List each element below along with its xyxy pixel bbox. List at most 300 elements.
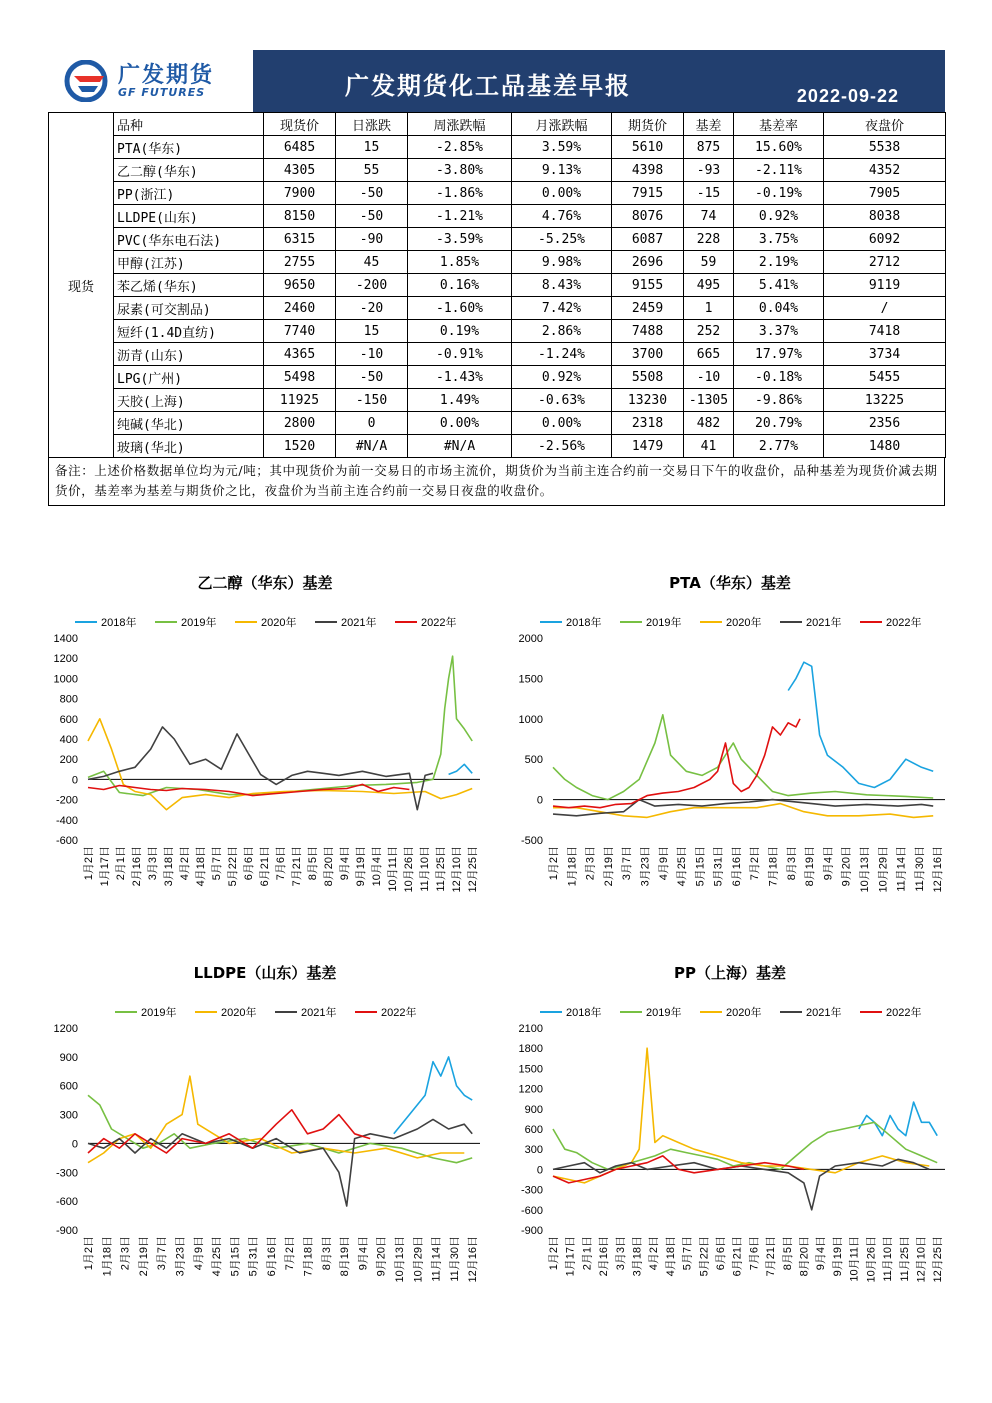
basis-table-section xyxy=(48,112,945,506)
table-cell: 1479 xyxy=(612,435,684,458)
table-cell: 0.04% xyxy=(734,297,824,320)
x-tick-label: 7月21日 xyxy=(765,1236,778,1277)
legend-item xyxy=(195,1005,256,1019)
series-line-2019年 xyxy=(88,1095,472,1162)
table-cell: 8076 xyxy=(612,205,684,228)
table-cell: 5508 xyxy=(612,366,684,389)
table-cell: 5498 xyxy=(264,366,336,389)
table-cell: -1.24% xyxy=(512,343,612,366)
legend-label: 2018年 xyxy=(566,617,602,629)
legend-item xyxy=(75,615,136,629)
y-tick-label: 0 xyxy=(536,794,543,807)
legend-item xyxy=(700,1005,761,1019)
table-cell: 2755 xyxy=(264,251,336,274)
x-tick-label: 6月21日 xyxy=(731,1236,744,1277)
product-name-cell: 尿素(可交割品) xyxy=(114,297,264,320)
x-tick-label: 9月19日 xyxy=(355,846,368,887)
y-tick-label: 1000 xyxy=(53,673,78,686)
x-tick-label: 9月20日 xyxy=(375,1236,388,1277)
y-tick-label: 600 xyxy=(59,1080,78,1093)
legend-label: 2022年 xyxy=(886,617,922,629)
series-line-2019年 xyxy=(88,656,472,795)
x-tick-label: 8月3日 xyxy=(785,846,798,881)
table-cell: 6315 xyxy=(264,228,336,251)
table-cell: -2.11% xyxy=(734,159,824,182)
basis-table xyxy=(48,112,946,458)
table-cell: -90 xyxy=(336,228,408,251)
table-cell: 41 xyxy=(684,435,734,458)
table-cell: 228 xyxy=(684,228,734,251)
table-cell: 7488 xyxy=(612,320,684,343)
legend-item xyxy=(235,615,296,629)
table-row xyxy=(49,228,946,251)
table-cell: 4.76% xyxy=(512,205,612,228)
table-cell: 1 xyxy=(684,297,734,320)
x-tick-label: 1月17日 xyxy=(99,846,112,887)
table-cell: 7.42% xyxy=(512,297,612,320)
legend-item xyxy=(860,1005,921,1019)
x-tick-label: 2月16日 xyxy=(131,846,144,887)
table-cell: 3.37% xyxy=(734,320,824,343)
table-cell: / xyxy=(824,297,946,320)
table-cell: 2356 xyxy=(824,412,946,435)
legend-label: 2021年 xyxy=(806,1007,842,1019)
table-cell: 15 xyxy=(336,320,408,343)
legend-label: 2019年 xyxy=(646,617,682,629)
x-tick-label: 11月14日 xyxy=(895,846,908,892)
table-cell: 9.98% xyxy=(512,251,612,274)
table-cell: 7418 xyxy=(824,320,946,343)
x-tick-label: 6月6日 xyxy=(243,846,256,881)
series-line-2018年 xyxy=(788,662,933,787)
table-cell: 5.41% xyxy=(734,274,824,297)
table-row xyxy=(49,205,946,228)
column-header: 品种 xyxy=(114,113,264,136)
product-name-cell: 甲醇(江苏) xyxy=(114,251,264,274)
x-tick-label: 5月31日 xyxy=(712,846,725,887)
table-cell: 15.60% xyxy=(734,136,824,159)
x-tick-label: 7月18日 xyxy=(767,846,780,887)
table-cell: -0.63% xyxy=(512,389,612,412)
x-tick-label: 1月17日 xyxy=(564,1236,577,1277)
y-tick-label: 1000 xyxy=(518,713,543,726)
x-tick-label: 3月3日 xyxy=(147,846,160,881)
x-tick-label: 10月26日 xyxy=(403,846,416,893)
x-tick-label: 3月23日 xyxy=(639,846,652,887)
chart-svg xyxy=(40,960,490,1300)
x-tick-label: 8月20日 xyxy=(323,846,336,887)
table-cell: 7915 xyxy=(612,182,684,205)
legend-label: 2021年 xyxy=(341,617,377,629)
x-tick-label: 8月3日 xyxy=(320,1236,333,1271)
y-tick-label: -600 xyxy=(55,1196,78,1209)
table-row xyxy=(49,412,946,435)
table-cell: 6092 xyxy=(824,228,946,251)
x-tick-label: 7月6日 xyxy=(748,1236,761,1271)
table-cell: 4305 xyxy=(264,159,336,182)
legend-label: 2022年 xyxy=(886,1007,922,1019)
table-cell: 495 xyxy=(684,274,734,297)
x-tick-label: 4月18日 xyxy=(195,846,208,887)
y-tick-label: 2000 xyxy=(518,633,543,645)
x-tick-label: 4月25日 xyxy=(211,1236,224,1277)
table-cell: 9155 xyxy=(612,274,684,297)
y-tick-label: 1200 xyxy=(53,653,78,666)
table-cell: 45 xyxy=(336,251,408,274)
y-tick-label: 300 xyxy=(59,1109,78,1122)
product-name-cell: PVC(华东电石法) xyxy=(114,228,264,251)
table-row xyxy=(49,136,946,159)
y-tick-label: 800 xyxy=(59,693,78,706)
x-tick-label: 10月29日 xyxy=(412,1236,425,1283)
x-tick-label: 5月15日 xyxy=(229,1236,242,1277)
table-cell: 59 xyxy=(684,251,734,274)
legend-item xyxy=(780,1005,841,1019)
table-cell: 9.13% xyxy=(512,159,612,182)
series-line-2018年 xyxy=(859,1102,937,1136)
table-cell: 2.77% xyxy=(734,435,824,458)
table-cell: -50 xyxy=(336,182,408,205)
table-cell: 7905 xyxy=(824,182,946,205)
legend-item xyxy=(700,615,761,629)
report-title: 广发期货化工品基差早报 xyxy=(345,71,631,100)
table-cell: -200 xyxy=(336,274,408,297)
column-header: 期货价 xyxy=(612,113,684,136)
x-tick-label: 1月2日 xyxy=(548,1236,560,1271)
table-cell: 1520 xyxy=(264,435,336,458)
x-tick-label: 11月30日 xyxy=(448,1236,461,1282)
table-cell: 55 xyxy=(336,159,408,182)
legend-label: 2019年 xyxy=(181,617,217,629)
table-cell: -0.91% xyxy=(408,343,512,366)
product-name-cell: 沥青(山东) xyxy=(114,343,264,366)
table-cell: 7740 xyxy=(264,320,336,343)
y-tick-label: -200 xyxy=(55,794,78,807)
table-cell: 13225 xyxy=(824,389,946,412)
table-cell: 3.75% xyxy=(734,228,824,251)
table-cell: 4352 xyxy=(824,159,946,182)
series-line-2019年 xyxy=(553,1122,937,1169)
table-cell: 6087 xyxy=(612,228,684,251)
x-tick-label: 2月1日 xyxy=(581,1236,594,1271)
table-cell: 2460 xyxy=(264,297,336,320)
table-cell: 0.00% xyxy=(512,182,612,205)
table-cell: 8.43% xyxy=(512,274,612,297)
x-tick-label: 8月19日 xyxy=(804,846,817,887)
table-row xyxy=(49,435,946,458)
title-banner xyxy=(253,50,945,112)
x-tick-label: 4月9日 xyxy=(192,1236,205,1271)
table-cell: 3.59% xyxy=(512,136,612,159)
table-cell: 11925 xyxy=(264,389,336,412)
y-tick-label: 1800 xyxy=(518,1043,543,1056)
logo-cn-text: 广发期货 xyxy=(118,63,215,88)
x-tick-label: 5月22日 xyxy=(698,1236,711,1277)
table-cell: 1.49% xyxy=(408,389,512,412)
x-tick-label: 12月10日 xyxy=(451,846,464,893)
chart-title: 乙二醇（华东）基差 xyxy=(197,574,333,592)
table-cell: 2.86% xyxy=(512,320,612,343)
table-cell: 3700 xyxy=(612,343,684,366)
table-row xyxy=(49,274,946,297)
x-tick-label: 2月19日 xyxy=(137,1236,150,1277)
y-tick-label: -300 xyxy=(520,1184,543,1197)
x-tick-label: 12月25日 xyxy=(467,846,480,893)
table-cell: -3.59% xyxy=(408,228,512,251)
table-row xyxy=(49,343,946,366)
x-tick-label: 8月5日 xyxy=(781,1236,794,1271)
x-tick-label: 8月20日 xyxy=(798,1236,811,1277)
legend-item xyxy=(860,615,921,629)
table-cell: 0.16% xyxy=(408,274,512,297)
legend-label: 2020年 xyxy=(726,617,762,629)
series-line-2021年 xyxy=(88,1119,472,1206)
table-cell: -0.19% xyxy=(734,182,824,205)
y-tick-label: 1500 xyxy=(518,673,543,686)
meg-basis-chart xyxy=(40,570,490,910)
x-tick-label: 12月25日 xyxy=(932,1236,945,1283)
table-row xyxy=(49,297,946,320)
y-tick-label: 600 xyxy=(59,713,78,726)
product-name-cell: 纯碱(华北) xyxy=(114,412,264,435)
x-tick-label: 11月14日 xyxy=(430,1236,443,1282)
y-tick-label: -600 xyxy=(520,1204,543,1217)
x-tick-label: 9月4日 xyxy=(815,1236,828,1271)
x-tick-label: 5月31日 xyxy=(247,1236,260,1277)
legend-item xyxy=(355,1005,416,1019)
table-cell: #N/A xyxy=(336,435,408,458)
legend-label: 2022年 xyxy=(421,617,457,629)
x-tick-label: 11月30日 xyxy=(913,846,926,892)
column-header: 日涨跌 xyxy=(336,113,408,136)
y-tick-label: 500 xyxy=(524,754,543,767)
product-name-cell: LPG(广州) xyxy=(114,366,264,389)
series-line-2021年 xyxy=(88,727,433,810)
table-cell: 74 xyxy=(684,205,734,228)
product-name-cell: 苯乙烯(华东) xyxy=(114,274,264,297)
x-tick-label: 2月3日 xyxy=(119,1236,132,1271)
table-cell: -1.43% xyxy=(408,366,512,389)
product-name-cell: 天胶(上海) xyxy=(114,389,264,412)
series-line-2020年 xyxy=(553,1048,929,1183)
x-tick-label: 4月18日 xyxy=(664,1236,677,1277)
table-cell: 2.19% xyxy=(734,251,824,274)
table-cell: 1480 xyxy=(824,435,946,458)
product-name-cell: PP(浙江) xyxy=(114,182,264,205)
x-tick-label: 10月11日 xyxy=(387,846,400,892)
chart-svg xyxy=(505,570,955,910)
table-cell: 7900 xyxy=(264,182,336,205)
table-row xyxy=(49,182,946,205)
y-tick-label: 2100 xyxy=(518,1023,543,1035)
column-header: 月涨跌幅 xyxy=(512,113,612,136)
x-tick-label: 3月18日 xyxy=(631,1236,644,1277)
series-line-2022年 xyxy=(88,1110,370,1153)
x-tick-label: 3月23日 xyxy=(174,1236,187,1277)
table-cell: 2712 xyxy=(824,251,946,274)
table-cell: 17.97% xyxy=(734,343,824,366)
y-tick-label: -300 xyxy=(55,1167,78,1180)
x-tick-label: 3月7日 xyxy=(621,846,634,881)
x-tick-label: 5月15日 xyxy=(694,846,707,887)
y-tick-label: 900 xyxy=(524,1103,543,1116)
legend-label: 2020年 xyxy=(261,617,297,629)
legend-item xyxy=(115,1005,176,1019)
legend-item xyxy=(275,1005,336,1019)
x-tick-label: 12月16日 xyxy=(467,1236,480,1283)
x-tick-label: 12月16日 xyxy=(932,846,945,893)
y-tick-label: -400 xyxy=(55,814,78,827)
table-cell: 665 xyxy=(684,343,734,366)
table-row xyxy=(49,159,946,182)
series-line-2021年 xyxy=(553,1159,929,1210)
table-cell: -3.80% xyxy=(408,159,512,182)
table-cell: -150 xyxy=(336,389,408,412)
y-tick-label: 0 xyxy=(71,774,78,787)
column-header: 基差 xyxy=(684,113,734,136)
legend-label: 2018年 xyxy=(101,617,137,629)
y-tick-label: 600 xyxy=(524,1124,543,1136)
x-tick-label: 7月2日 xyxy=(284,1236,297,1271)
product-name-cell: LLDPE(山东) xyxy=(114,205,264,228)
table-cell: -93 xyxy=(684,159,734,182)
x-tick-label: 1月18日 xyxy=(101,1236,114,1277)
x-tick-label: 1月18日 xyxy=(566,846,579,887)
table-cell: -20 xyxy=(336,297,408,320)
legend-label: 2019年 xyxy=(646,1007,682,1019)
table-cell: 15 xyxy=(336,136,408,159)
legend-item xyxy=(540,1005,601,1019)
y-tick-label: -900 xyxy=(520,1225,543,1237)
table-cell: -1.21% xyxy=(408,205,512,228)
x-tick-label: 9月4日 xyxy=(357,1236,370,1271)
x-tick-label: 2月16日 xyxy=(598,1236,611,1277)
table-cell: 5455 xyxy=(824,366,946,389)
x-tick-label: 9月19日 xyxy=(831,1236,844,1277)
y-tick-label: 1500 xyxy=(518,1063,543,1076)
table-cell: 0.19% xyxy=(408,320,512,343)
chart-title: PTA（华东）基差 xyxy=(669,574,791,592)
table-cell: 9119 xyxy=(824,274,946,297)
x-tick-label: 12月10日 xyxy=(915,1236,928,1283)
x-tick-label: 10月26日 xyxy=(865,1236,878,1283)
gf-futures-logo xyxy=(48,50,253,112)
chart-svg xyxy=(40,570,490,910)
x-tick-label: 6月21日 xyxy=(259,846,272,887)
table-cell: 13230 xyxy=(612,389,684,412)
series-line-2018年 xyxy=(449,764,473,774)
table-cell: -5.25% xyxy=(512,228,612,251)
table-cell: -15 xyxy=(684,182,734,205)
column-header: 现货价 xyxy=(264,113,336,136)
y-tick-label: 1400 xyxy=(53,633,78,645)
legend-item xyxy=(155,615,216,629)
x-tick-label: 4月9日 xyxy=(657,846,670,881)
product-name-cell: PTA(华东) xyxy=(114,136,264,159)
table-cell: 1.85% xyxy=(408,251,512,274)
table-cell: 2318 xyxy=(612,412,684,435)
y-tick-label: 200 xyxy=(59,754,78,767)
x-tick-label: 11月10日 xyxy=(882,1236,895,1282)
report-header xyxy=(48,50,945,112)
legend-label: 2018年 xyxy=(566,1007,602,1019)
lldpe-basis-chart xyxy=(40,960,490,1300)
table-row xyxy=(49,389,946,412)
x-tick-label: 10月13日 xyxy=(393,1236,406,1283)
table-cell: 8038 xyxy=(824,205,946,228)
product-name-cell: 乙二醇(华东) xyxy=(114,159,264,182)
x-tick-label: 3月7日 xyxy=(156,1236,169,1271)
y-tick-label: 300 xyxy=(524,1144,543,1157)
legend-label: 2022年 xyxy=(381,1007,417,1019)
table-cell: 2459 xyxy=(612,297,684,320)
legend-item xyxy=(780,615,841,629)
table-cell: -0.18% xyxy=(734,366,824,389)
product-name-cell: 玻璃(华北) xyxy=(114,435,264,458)
table-cell: 482 xyxy=(684,412,734,435)
x-tick-label: 11月25日 xyxy=(898,1236,911,1282)
table-cell: 0 xyxy=(336,412,408,435)
table-cell: 4365 xyxy=(264,343,336,366)
table-cell: 0.92% xyxy=(512,366,612,389)
legend-label: 2020年 xyxy=(221,1007,257,1019)
logo-en-text: GF FUTURES xyxy=(118,86,206,99)
y-tick-label: 0 xyxy=(71,1138,78,1151)
table-row xyxy=(49,320,946,343)
x-tick-label: 11月25日 xyxy=(435,846,448,892)
x-tick-label: 1月2日 xyxy=(83,846,95,881)
table-cell: 2696 xyxy=(612,251,684,274)
group-label: 现货 xyxy=(49,113,114,458)
product-name-cell: 短纤(1.4D直纺) xyxy=(114,320,264,343)
legend-item xyxy=(540,615,601,629)
x-tick-label: 10月29日 xyxy=(877,846,890,893)
x-tick-label: 7月2日 xyxy=(749,846,762,881)
x-tick-label: 2月19日 xyxy=(602,846,615,887)
x-tick-label: 7月18日 xyxy=(302,1236,315,1277)
column-header: 夜盘价 xyxy=(824,113,946,136)
x-tick-label: 8月19日 xyxy=(339,1236,352,1277)
table-cell: 252 xyxy=(684,320,734,343)
table-header-row xyxy=(49,113,946,136)
x-tick-label: 3月3日 xyxy=(614,1236,627,1271)
x-tick-label: 9月4日 xyxy=(822,846,835,881)
y-tick-label: 400 xyxy=(59,734,78,746)
pta-basis-chart xyxy=(505,570,955,910)
column-header: 基差率 xyxy=(734,113,824,136)
table-row xyxy=(49,366,946,389)
x-tick-label: 9月20日 xyxy=(840,846,853,887)
table-cell: 4398 xyxy=(612,159,684,182)
chart-title: PP（上海）基差 xyxy=(674,964,786,982)
table-cell: 6485 xyxy=(264,136,336,159)
y-tick-label: 1200 xyxy=(518,1083,543,1096)
table-cell: -10 xyxy=(336,343,408,366)
x-tick-label: 4月25日 xyxy=(676,846,689,887)
table-cell: 0.92% xyxy=(734,205,824,228)
x-tick-label: 1月2日 xyxy=(548,846,560,881)
chart-title: LLDPE（山东）基差 xyxy=(193,964,337,982)
x-tick-label: 10月4日 xyxy=(371,846,384,887)
y-tick-label: -600 xyxy=(55,835,78,847)
table-note: 备注：上述价格数据单位均为元/吨；其中现货价为前一交易日的市场主流价，期货价为当前主连合约前一交易日下午的收盘价，品种基差为现货价减去期货价，基差率为基差与期货价之比，夜盘价为当前主连合约前一交易日夜盘的收盘价。 xyxy=(48,458,945,506)
x-tick-label: 6月6日 xyxy=(715,1236,728,1271)
legend-item xyxy=(620,615,681,629)
y-tick-label: -900 xyxy=(55,1225,78,1237)
table-cell: 5538 xyxy=(824,136,946,159)
table-cell: 875 xyxy=(684,136,734,159)
pp-basis-chart xyxy=(505,960,955,1300)
